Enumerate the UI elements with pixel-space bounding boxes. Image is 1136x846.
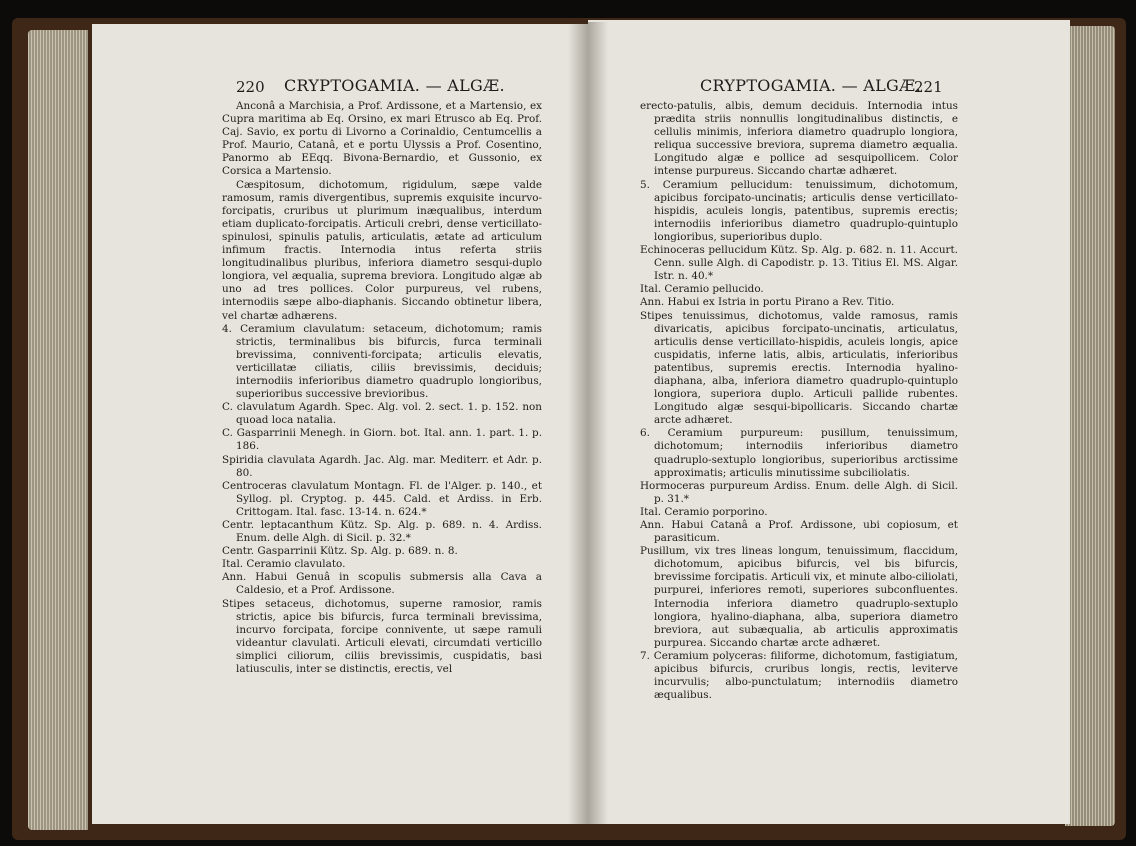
page-edges-right: [1065, 26, 1115, 826]
italian-name: Ital. Ceramio pellucido.: [640, 283, 764, 296]
book-gutter: [568, 22, 608, 824]
right-text-column: [640, 100, 958, 702]
species-entry: 6. Ceramium purpureum: pusillum, tenuissimum, dichotomum; internodiis inferioribus diametro quadruplo-sextuplo longioribus, superioribus arctissime approximatis; articulis minutissime subciliolatis.: [640, 427, 958, 479]
species-entry: 7. Ceramium polyceras: filiforme, dichotomum, fastigiatum, apicibus bifurcis, cruribus longis, rectis, leviterve incurvulis; albo-punctulatum; internodiis diametro æqualibus.: [640, 649, 958, 702]
italian-name: Ital. Ceramio porporino.: [640, 505, 768, 518]
page-edges-left: [28, 30, 88, 830]
description: Stipes tenuissimus, dichotomus, valde ramosus, ramis divaricatis, apicibus forcipato-uncinatis, articulatus, articulis dense verticillato-hispidis, aculeis longis, apice cuspidatis, inferne latis, albis, articulatis, inferioribus patentibus, supremis erectis. Internodia hyalino-diaphana, alba, inferiora diametro quadruplo-quintuplo longiora, superiora duplo. Articuli pallide rubentes. Longitudo algæ sesqui-bipollicaris. Siccando chartæ arcte adhæret.: [640, 309, 958, 427]
description: Pusillum, vix tres lineas longum, tenuissimum, flaccidum, dichotomum, apicibus bifurcis, vel bis bifurcis, brevissime forcipatis. Articuli vix, et minute albo-ciliolati, purpurei, inferiores remoti, superiores subconfluentes. Internodia inferiora diametro quadruplo-sextuplo longiora, hyalino-diaphana, alba, superiora diametro breviora, aut subæqualia, ab articulis approximatis purpurea. Siccando chartæ arcte adhæret.: [640, 545, 958, 649]
synonym: Spiridia clavulata Agardh. Jac. Alg. mar. Mediterr. et Adr. p. 80.: [222, 453, 542, 479]
species-entry: 4. Ceramium clavulatum: setaceum, dichotomum; ramis strictis, terminalibus bis bifurcis, furca terminali brevissima, conniventi-forcipata; articulis elevatis, verticillatæ ciliatis, ciliis brevissimis, deciduis; internodiis inferioribus diametro quadruplo longioribus, superioribus successive brevioribus.: [222, 322, 542, 401]
left-page-number: 220: [236, 78, 265, 96]
synonym: Hormoceras purpureum Ardiss. Enum. delle Algh. di Sicil. p. 31.*: [640, 479, 958, 505]
annotation: Ann. Habui Genuâ in scopulis submersis alla Cava a Caldesio, et a Prof. Ardissone.: [222, 571, 542, 597]
synonym: C. Gasparrinii Menegh. in Giorn. bot. Ital. ann. 1. part. 1. p. 186.: [222, 427, 542, 453]
right-running-header: CRYPTOGAMIA. — ALGÆ.: [700, 76, 921, 95]
synonym: Centroceras clavulatum Montagn. Fl. de l'Alger. p. 140., et Syllog. pl. Cryptog. p. 445. Cald. et Ardiss. in Erb. Crittogam. Ital. fasc. 13-14. n. 624.*: [222, 479, 542, 518]
synonym: Centr. leptacanthum Kütz. Sp. Alg. p. 689. n. 4. Ardiss. Enum. delle Algh. di Sicil. p. 32.*: [222, 519, 542, 545]
annotation: Ann. Habui ex Istria in portu Pirano a Rev. Titio.: [640, 296, 895, 309]
synonym: C. clavulatum Agardh. Spec. Alg. vol. 2. sect. 1. p. 152. non quoad loca natalia.: [222, 401, 542, 427]
left-text-column: [222, 100, 542, 676]
paragraph: Anconâ a Marchisia, a Prof. Ardissone, et a Martensio, ex Cupra maritima ab Eq. Orsino, ex mari Etrusco ab Eq. Prof. Caj. Savio, ex portu di Livorno a Corinaldio, Centumcellis a Prof. Maurio, Catanâ, et e portu Ulyssis a Prof. Cosentino, Panormo ab EEqq. Bivona-Bernardio, et Gussonio, ex Corsica a Martensio.: [222, 100, 542, 178]
left-running-header: CRYPTOGAMIA. — ALGÆ.: [284, 76, 505, 95]
synonym: Echinoceras pellucidum Kütz. Sp. Alg. p. 682. n. 11. Accurt. Cenn. sulle Algh. di Capodistr. p. 13. Titius El. MS. Algar. Istr. n. 40.*: [640, 244, 958, 283]
description: erecto-patulis, albis, demum deciduis. Internodia intus prædita striis nonnullis longitudinalibus distinctis, e cellulis minimis, inferiora diametro quadruplo longiora, reliqua successive breviora, suprema diametro æqualia. Longitudo algæ e pollice ad sesquipollicem. Color intense purpureus. Siccando chartæ adhæret.: [640, 100, 958, 178]
annotation: Ann. Habui Catanâ a Prof. Ardissone, ubi copiosum, et parasiticum.: [640, 519, 958, 545]
italian-name: Ital. Ceramio clavulato.: [222, 558, 346, 571]
description: Stipes setaceus, dichotomus, superne ramosior, ramis strictis, apice bis bifurcis, furca terminali brevissima, incurvo forcipata, forcipe connivente, ut sæpe ramuli videantur clavulati. Articuli elevati, circumdati verticillo simplici ciliorum, ciliis brevissimis, cuspidatis, basi latiusculis, inter se distinctis, erectis, vel: [222, 597, 542, 676]
species-entry: 5. Ceramium pellucidum: tenuissimum, dichotomum, apicibus forcipato-uncinatis; articulis dense verticillato-hispidis, aculeis longis, patentibus, supremis erectis; internodiis inferioribus diametro quadruplo-quintuplo longioribus, superioribus duplo.: [640, 178, 958, 243]
paragraph: Cæspitosum, dichotomum, rigidulum, sæpe valde ramosum, ramis divergentibus, supremis exquisite incurvo-forcipatis, cruribus ut plurimum inæqualibus, interdum etiam duplicato-forcipatis. Articuli crebri, dense verticillato-spinulosi, spinulis patulis, articulatis, ætate ad articulum infimum fractis. Internodia intus referta striis longitudinalibus pluribus, inferiora diametro sesqui-duplo longiora, vel æqualia, suprema breviora. Longitudo algæ ab uno ad tres pollices. Color purpureus, vel rubens, internodiis sæpe albo-diaphanis. Siccando obtinetur libera, vel chartæ adhærens.: [222, 178, 542, 322]
synonym: Centr. Gasparrinii Kütz. Sp. Alg. p. 689. n. 8.: [222, 545, 458, 558]
right-page-number: 221: [914, 78, 943, 96]
